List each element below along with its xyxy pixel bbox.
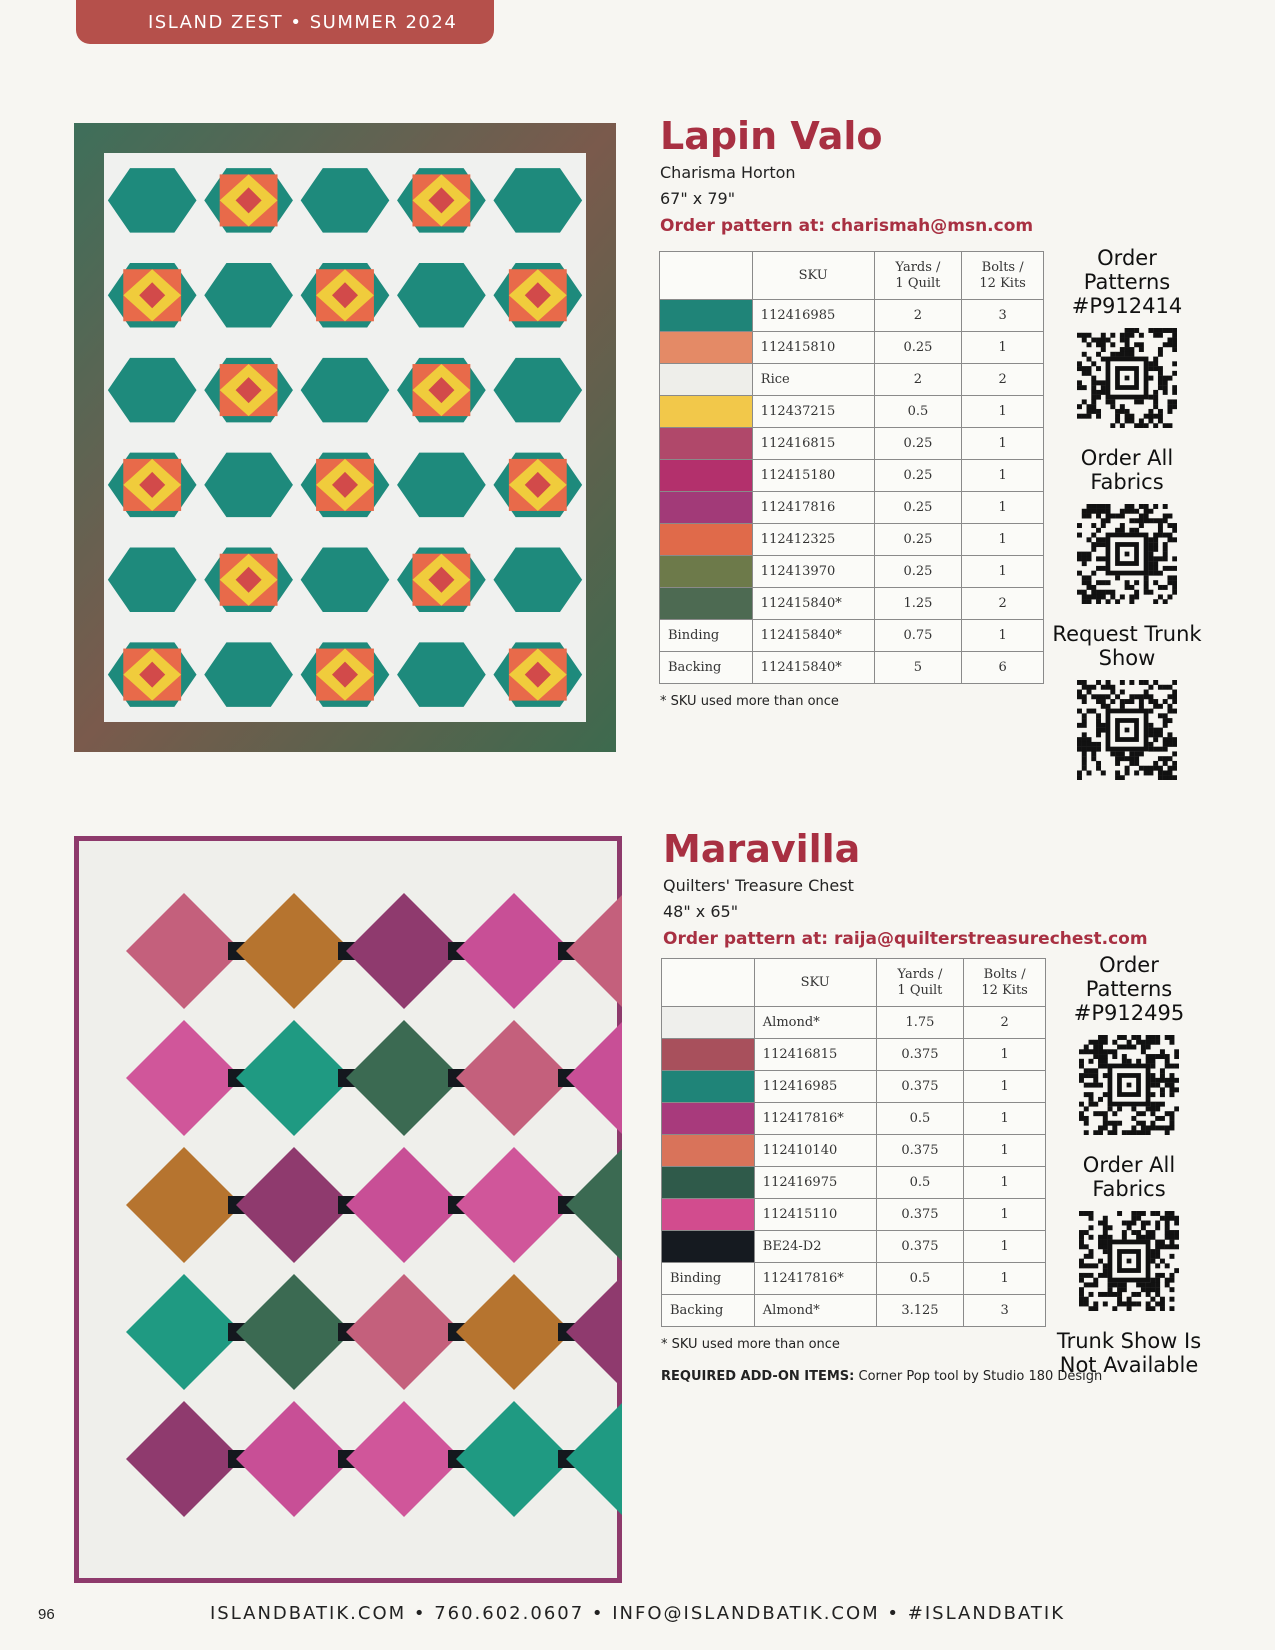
yards-cell: 1.25 — [874, 588, 962, 620]
sku-cell: 112437215 — [752, 396, 874, 428]
bolts-cell: 1 — [964, 1039, 1046, 1071]
fabric-swatch — [660, 332, 753, 364]
lapin-valo-fabric-table — [659, 251, 1044, 684]
sku-cell: 112417816* — [754, 1263, 876, 1295]
bolts-cell: 2 — [962, 588, 1044, 620]
swatch-header — [662, 959, 755, 1007]
bolts-cell: 1 — [962, 492, 1044, 524]
bolts-cell: 1 — [964, 1071, 1046, 1103]
table-row — [662, 1039, 1046, 1071]
yards-cell: 0.375 — [876, 1071, 964, 1103]
table-row — [660, 620, 1044, 652]
yards-cell: 1.75 — [876, 1007, 964, 1039]
fabric-swatch — [660, 300, 753, 332]
fabric-swatch-color — [662, 1103, 754, 1134]
bolts-cell: 3 — [964, 1295, 1046, 1327]
sku-cell: 112412325 — [752, 524, 874, 556]
fabric-swatch-color — [660, 428, 752, 459]
bolts-cell: 1 — [962, 524, 1044, 556]
fabric-swatch-color — [662, 1199, 754, 1230]
fabric-swatch-color — [660, 332, 752, 363]
yards-cell: 3.125 — [876, 1295, 964, 1327]
addon-text: Corner Pop tool by Studio 180 Design — [854, 1369, 1103, 1384]
order-pattern-email-link[interactable]: Order pattern at: charismah@msn.com — [660, 216, 1034, 236]
bolts-header: Bolts / 12 Kits — [962, 252, 1044, 300]
sku-cell: 112415840* — [752, 652, 874, 684]
fabric-swatch-color — [660, 396, 752, 427]
lapin-valo-info — [660, 112, 1033, 240]
sku-cell: 112415110 — [754, 1199, 876, 1231]
page-number: 96 — [38, 1606, 55, 1623]
yards-cell: 5 — [874, 652, 962, 684]
fabric-swatch-color — [660, 460, 752, 491]
yards-cell: 0.5 — [876, 1263, 964, 1295]
sku-footnote: * SKU used more than once — [661, 1337, 840, 1352]
lapin-valo-qr-column — [1052, 246, 1202, 780]
yards-cell: 0.5 — [876, 1167, 964, 1199]
sku-cell: BE24-D2 — [754, 1231, 876, 1263]
bolts-cell: 1 — [964, 1231, 1046, 1263]
table-header-row — [660, 252, 1044, 300]
table-row — [662, 1103, 1046, 1135]
maravilla-quilt-image — [74, 836, 622, 1583]
table-row — [660, 300, 1044, 332]
sku-cell: 112416815 — [752, 428, 874, 460]
sku-cell: 112417816 — [752, 492, 874, 524]
sku-cell: Almond* — [754, 1295, 876, 1327]
pattern-title: Maravilla — [663, 827, 861, 871]
sku-footnote: * SKU used more than once — [660, 694, 839, 709]
bolts-cell: 1 — [962, 460, 1044, 492]
fabric-swatch-color — [662, 1135, 754, 1166]
catalog-tab-header: ISLAND ZEST • SUMMER 2024 — [76, 0, 494, 44]
table-row — [660, 428, 1044, 460]
maravilla-info — [663, 825, 1148, 953]
fabric-swatch-color — [662, 1231, 754, 1262]
order-pattern-email-link[interactable]: Order pattern at: raija@quilterstreasurechest.com — [663, 929, 1148, 949]
pattern-designer: Charisma Horton — [660, 163, 796, 182]
yards-cell: 0.25 — [874, 556, 962, 588]
table-row — [660, 396, 1044, 428]
pattern-designer: Quilters' Treasure Chest — [663, 876, 854, 895]
table-row — [660, 652, 1044, 684]
fabric-swatch — [660, 396, 753, 428]
yards-cell: 0.25 — [874, 492, 962, 524]
fabric-swatch — [662, 1071, 755, 1103]
table-row — [662, 1167, 1046, 1199]
fabric-swatch — [662, 1167, 755, 1199]
bolts-cell: 1 — [962, 620, 1044, 652]
table-row — [662, 1071, 1046, 1103]
yards-cell: 0.25 — [874, 524, 962, 556]
yards-cell: 0.375 — [876, 1039, 964, 1071]
yards-cell: 0.25 — [874, 428, 962, 460]
sku-cell: Rice — [752, 364, 874, 396]
fabric-swatch — [662, 1007, 755, 1039]
fabric-swatch — [660, 492, 753, 524]
fabric-swatch — [662, 1135, 755, 1167]
sku-cell: 112413970 — [752, 556, 874, 588]
table-row — [660, 524, 1044, 556]
bolts-header: Bolts / 12 Kits — [964, 959, 1046, 1007]
fabric-swatch — [662, 1039, 755, 1071]
yards-cell: 0.75 — [874, 620, 962, 652]
fabric-swatch-color — [662, 1007, 754, 1038]
pattern-size: 67" x 79" — [660, 189, 736, 208]
bolts-cell: 2 — [962, 364, 1044, 396]
fabric-swatch — [660, 524, 753, 556]
fabric-swatch-color — [660, 588, 752, 619]
table-row — [662, 1135, 1046, 1167]
maravilla-fabric-table — [661, 958, 1046, 1327]
table-row — [660, 332, 1044, 364]
sku-cell: 112415180 — [752, 460, 874, 492]
yards-header: Yards / 1 Quilt — [876, 959, 964, 1007]
order-patterns-qr-code[interactable] — [1079, 1035, 1179, 1135]
footer-contact: ISLANDBATIK.COM • 760.602.0607 • INFO@ISLANDBATIK.COM • #ISLANDBATIK — [209, 1603, 1066, 1624]
bolts-cell: 1 — [964, 1199, 1046, 1231]
sku-cell: 112415810 — [752, 332, 874, 364]
table-row — [660, 492, 1044, 524]
bolts-cell: 1 — [964, 1167, 1046, 1199]
fabric-swatch — [660, 460, 753, 492]
order-fabrics-label: Order All Fabrics — [1082, 1153, 1176, 1201]
table-row — [662, 1007, 1046, 1039]
sku-cell: 112416975 — [754, 1167, 876, 1199]
order-patterns-label: Order Patterns #P912495 — [1073, 953, 1185, 1025]
bolts-cell: 6 — [962, 652, 1044, 684]
table-row — [662, 1199, 1046, 1231]
fabric-swatch-color — [660, 492, 752, 523]
maravilla-qr-column — [1054, 953, 1204, 1377]
bolts-cell: 3 — [962, 300, 1044, 332]
row-label: Binding — [662, 1263, 755, 1295]
row-label: Backing — [660, 652, 753, 684]
addon-label: REQUIRED ADD-ON ITEMS: — [661, 1369, 855, 1384]
fabric-swatch-color — [662, 1167, 754, 1198]
sku-cell: 112416985 — [752, 300, 874, 332]
sku-header: SKU — [754, 959, 876, 1007]
yards-cell: 0.375 — [876, 1199, 964, 1231]
table-row — [662, 1263, 1046, 1295]
fabric-swatch — [660, 588, 753, 620]
fabric-swatch — [662, 1199, 755, 1231]
yards-cell: 0.5 — [874, 396, 962, 428]
fabric-swatch-color — [660, 300, 752, 331]
yards-cell: 0.25 — [874, 332, 962, 364]
trunk-show-label: Request Trunk Show — [1052, 622, 1202, 670]
yards-cell: 0.5 — [876, 1103, 964, 1135]
trunk-show-qr-code[interactable] — [1077, 680, 1177, 780]
order-fabrics-label: Order All Fabrics — [1080, 446, 1174, 494]
fabric-swatch — [662, 1103, 755, 1135]
sku-cell: 112415840* — [752, 588, 874, 620]
fabric-swatch-color — [662, 1039, 754, 1070]
row-label: Backing — [662, 1295, 755, 1327]
bolts-cell: 1 — [964, 1263, 1046, 1295]
fabric-swatch — [660, 428, 753, 460]
sku-cell: 112410140 — [754, 1135, 876, 1167]
sku-cell: 112415840* — [752, 620, 874, 652]
yards-header: Yards / 1 Quilt — [874, 252, 962, 300]
order-patterns-label: Order Patterns #P912414 — [1071, 246, 1183, 318]
sku-cell: 112417816* — [754, 1103, 876, 1135]
table-row — [660, 364, 1044, 396]
pattern-size: 48" x 65" — [663, 902, 739, 921]
fabric-swatch — [660, 556, 753, 588]
table-row — [662, 1295, 1046, 1327]
row-label: Binding — [660, 620, 753, 652]
order-patterns-qr-code[interactable] — [1077, 328, 1177, 428]
sku-cell: 112416985 — [754, 1071, 876, 1103]
required-addon-note — [661, 1369, 1102, 1384]
table-row — [660, 556, 1044, 588]
fabric-swatch — [662, 1231, 755, 1263]
yards-cell: 0.25 — [874, 460, 962, 492]
bolts-cell: 1 — [962, 428, 1044, 460]
bolts-cell: 1 — [962, 332, 1044, 364]
bolts-cell: 1 — [962, 556, 1044, 588]
trunk-show-unavailable-label: Trunk Show Is Not Available — [1056, 1329, 1202, 1377]
fabric-swatch-color — [660, 556, 752, 587]
fabric-swatch-color — [662, 1071, 754, 1102]
bolts-cell: 1 — [962, 396, 1044, 428]
order-fabrics-qr-code[interactable] — [1079, 1211, 1179, 1311]
bolts-cell: 1 — [964, 1135, 1046, 1167]
yards-cell: 0.375 — [876, 1135, 964, 1167]
table-row — [660, 588, 1044, 620]
yards-cell: 2 — [874, 300, 962, 332]
pattern-title: Lapin Valo — [660, 114, 883, 158]
yards-cell: 2 — [874, 364, 962, 396]
sku-cell: 112416815 — [754, 1039, 876, 1071]
fabric-swatch-color — [660, 364, 752, 395]
table-row — [660, 460, 1044, 492]
bolts-cell: 1 — [964, 1103, 1046, 1135]
sku-header: SKU — [752, 252, 874, 300]
table-row — [662, 1231, 1046, 1263]
table-header-row — [662, 959, 1046, 1007]
fabric-swatch — [660, 364, 753, 396]
lapin-valo-quilt-image — [74, 123, 616, 752]
order-fabrics-qr-code[interactable] — [1077, 504, 1177, 604]
fabric-swatch-color — [660, 524, 752, 555]
bolts-cell: 2 — [964, 1007, 1046, 1039]
yards-cell: 0.375 — [876, 1231, 964, 1263]
sku-cell: Almond* — [754, 1007, 876, 1039]
swatch-header — [660, 252, 753, 300]
